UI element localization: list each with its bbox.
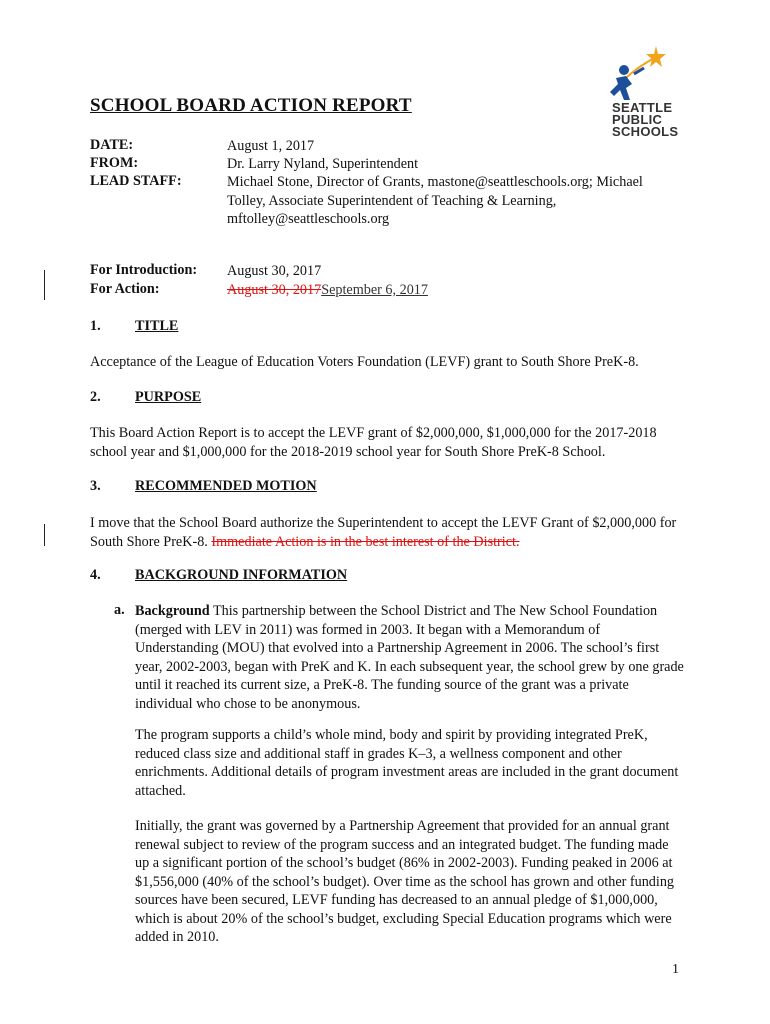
section-4-number: 4. [90,567,101,583]
section-1-number: 1. [90,318,101,334]
section-2-heading: PURPOSE [135,389,202,405]
revision-bar [44,524,45,546]
subsection-a-paragraph-1 [135,602,685,713]
report-title: SCHOOL BOARD ACTION REPORT [90,95,412,116]
date-value: August 1, 2017 [227,138,315,154]
subsection-a-letter: a. [114,602,125,618]
from-value: Dr. Larry Nyland, Superintendent [227,156,419,172]
section-2-number: 2. [90,389,101,405]
section-1-text: Acceptance of the League of Education Voters Foundation (LEVF) grant to South Shore PreK-8. [90,354,639,370]
action-label: For Action: [90,281,160,297]
date-label: DATE: [90,137,134,153]
lead-staff-value: Michael Stone, Director of Grants, mastone@seattleschools.org; Michael Tolley, Associate Superintendent of Teaching & Learning, mftolley@seattleschools.org [227,174,643,227]
section-3-number: 3. [90,478,101,494]
logo-line-1: SEATTLE [612,100,673,115]
action-date-deleted: August 30, 2017 [227,282,322,298]
lead-staff-label: LEAD STAFF: [90,173,182,189]
from-label: FROM: [90,155,139,171]
page-number: 1 [672,962,679,977]
subsection-a-paragraph-3: Initially, the grant was governed by a Partnership Agreement that provided for an annual grant renewal subject to review of the program success and an integrated budget. The funding made up a significant portion of the school’s budget (86% in 2002-2003). Funding peaked in 2006 at $1,556,000 (40% of the school’s budget). Over time as the school has grown and other funding sources have been secured, LEVF funding has decreased to an annual pledge of $1,000,000, which is about 20% of the school’s budget, excluding Special Education programs which were added in 2010. [135,818,675,945]
motion-text: I move that the School Board authorize the Superintendent to accept the LEVF Grant of $2,000,000 for South Shore PreK-8. [90,515,677,550]
logo-line-2: PUBLIC [612,112,663,127]
section-4-heading: BACKGROUND INFORMATION [135,567,348,583]
revision-bar [44,270,45,300]
section-1-heading: TITLE [135,318,179,334]
background-text-1: This partnership between the School District and The New School Foundation (merged with LEV in 2011) was formed in 2003. It began with a Memorandum of Understanding (MOU) that evolved into a Partnership Agreement in 2006. The school’s first year, 2002-2003, began with PreK and K. In each subsequent year, the school grew by one grade until it reached its current size, a PreK-8. The funding source of the grant was a private individual who chose to be anonymous. [135,603,684,712]
subsection-a-paragraph-2: The program supports a child’s whole mind, body and spirit by providing integrated PreK, reduced class size and additional staff in grades K–3, a wellness component and other enrichments. Additional details of program investment areas are included in the grant document attached. [135,727,679,799]
action-value [227,281,428,300]
action-date-inserted: September 6, 2017 [321,282,428,298]
logo-line-3: SCHOOLS [612,124,679,139]
section-3-heading: RECOMMENDED MOTION [135,478,317,494]
introduction-value: August 30, 2017 [227,263,322,279]
section-3-text [90,514,690,551]
section-2-text: This Board Action Report is to accept the LEVF grant of $2,000,000, $1,000,000 for the 2017-2018 school year and $1,000,000 for the 2018-2019 school year for South Shore PreK-8 School. [90,425,657,460]
logo-text [612,102,678,138]
subsection-a-heading: Background [135,603,210,619]
introduction-label: For Introduction: [90,262,198,278]
motion-deleted-text: Immediate Action is in the best interest of the District. [211,533,520,550]
